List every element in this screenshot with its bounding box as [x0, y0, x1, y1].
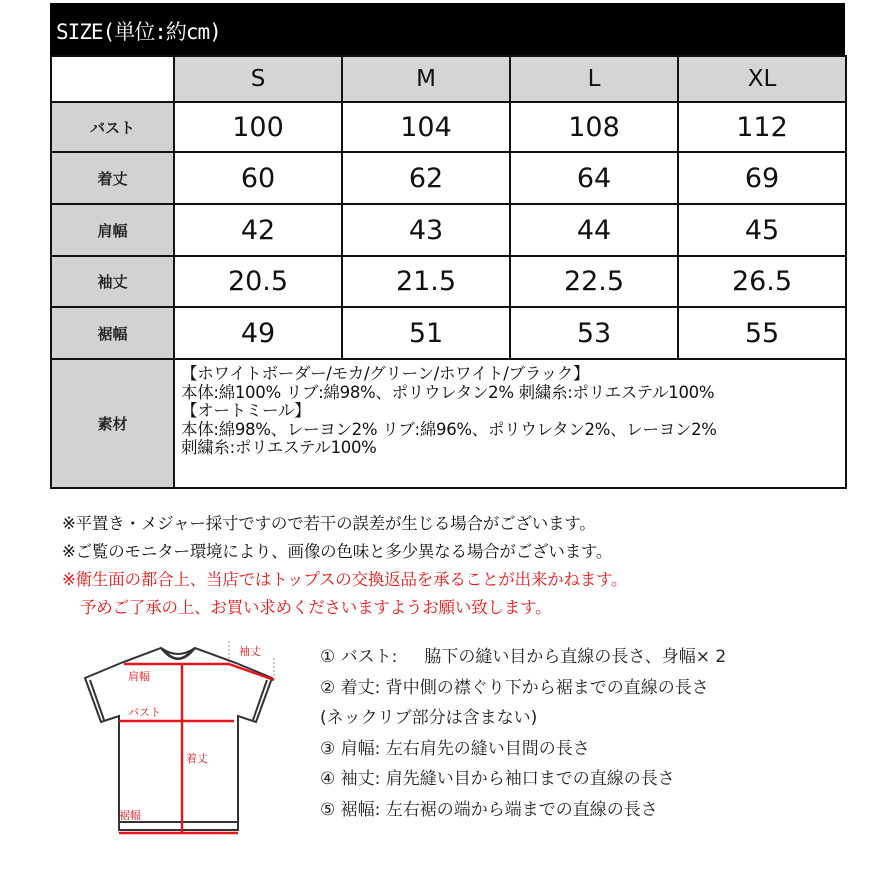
- size-table-title-bar: [50, 3, 845, 55]
- row-label: 着丈: [51, 152, 174, 204]
- tshirt-icon: [66, 636, 296, 836]
- row-label: 裾幅: [51, 307, 174, 359]
- table-cell: 21.5: [342, 256, 510, 307]
- table-cell: 44: [510, 204, 678, 256]
- size-table-title: SIZE(単位:約cm): [56, 20, 221, 44]
- notes: [62, 510, 627, 622]
- table-row-shoulder: [51, 204, 846, 256]
- size-col-s: S: [174, 56, 342, 102]
- table-cell: 53: [510, 307, 678, 359]
- diagram-label-hem: 裾幅: [119, 809, 141, 822]
- legend-desc: (ネックリブ部分は含まない): [320, 708, 538, 728]
- table-cell: 20.5: [174, 256, 342, 307]
- legend-number: ④: [320, 769, 336, 789]
- tshirt-measurement-diagram: [66, 636, 296, 836]
- table-row-length: [51, 152, 846, 204]
- diagram-label-sleeve: 袖丈: [239, 645, 261, 658]
- legend-term: 裾幅:: [340, 799, 381, 820]
- table-row-material: [51, 359, 846, 488]
- size-table: [50, 55, 847, 489]
- diagram-label-shoulder: 肩幅: [128, 670, 150, 683]
- table-cell: 60: [174, 152, 342, 204]
- table-row-sleeve: [51, 256, 846, 307]
- table-cell: 42: [174, 204, 342, 256]
- row-label: 肩幅: [51, 204, 174, 256]
- legend-desc: 左右肩先の縫い目間の長さ: [385, 738, 590, 759]
- measurement-legend: [320, 642, 726, 825]
- table-cell: 64: [510, 152, 678, 204]
- size-col-xl: XL: [678, 56, 846, 102]
- legend-desc: 背中側の襟ぐり下から裾までの直線の長さ: [385, 677, 709, 698]
- legend-number: ①: [320, 647, 336, 667]
- row-label: バスト: [51, 102, 174, 152]
- note-measurement: ※平置き・メジャー採寸ですので若干の誤差が生じる場合がございます。: [62, 514, 596, 533]
- table-cell: 62: [342, 152, 510, 204]
- size-header-row: [51, 56, 846, 102]
- table-cell: 112: [678, 102, 846, 152]
- legend-term: バスト:: [340, 647, 398, 667]
- legend-item-length-note: [320, 703, 726, 734]
- table-cell: 108: [510, 102, 678, 152]
- table-cell: 69: [678, 152, 846, 204]
- table-cell: 45: [678, 204, 846, 256]
- row-label: 袖丈: [51, 256, 174, 307]
- legend-number: ⑤: [320, 799, 336, 820]
- table-cell: 100: [174, 102, 342, 152]
- material-line: 刺繍糸:ポリエステル100%: [181, 438, 377, 458]
- material-line: 本体:綿98%、レーヨン2% リブ:綿96%、ポリウレタン2%、レーヨン2%: [181, 419, 717, 439]
- legend-item-bust: [320, 642, 726, 673]
- legend-term: 袖丈:: [340, 769, 381, 789]
- table-cell: 49: [174, 307, 342, 359]
- material-line: 【オートミール】: [181, 401, 311, 421]
- legend-item-length: [320, 673, 726, 704]
- note-monitor: ※ご覧のモニター環境により、画像の色味と多少異なる場合がございます。: [62, 542, 613, 561]
- size-col-m: M: [342, 56, 510, 102]
- table-cell: 26.5: [678, 256, 846, 307]
- table-cell: 43: [342, 204, 510, 256]
- legend-number: ③: [320, 738, 336, 759]
- material-description: [174, 359, 846, 488]
- table-cell: 51: [342, 307, 510, 359]
- header-blank-cell: [51, 56, 174, 102]
- note-no-returns: ※衛生面の都合上、当店ではトップスの交換返品を承ることが出来かねます。: [62, 570, 628, 589]
- legend-term: 着丈:: [340, 677, 381, 698]
- table-cell: 55: [678, 307, 846, 359]
- legend-item-shoulder: [320, 734, 726, 765]
- note-acknowledge: 予めご了承の上、お買い求めくださいますようお願い致します。: [80, 598, 552, 617]
- material-line: 【ホワイトボーダー/モカ/グリーン/ホワイト/ブラック】: [181, 364, 590, 383]
- legend-number: ②: [320, 677, 336, 698]
- legend-desc: 左右裾の端から端までの直線の長さ: [385, 799, 658, 820]
- table-row-bust: [51, 102, 846, 152]
- diagram-label-length: 着丈: [186, 752, 208, 765]
- table-row-hem: [51, 307, 846, 359]
- table-cell: 104: [342, 102, 510, 152]
- legend-item-hem: [320, 795, 726, 826]
- legend-item-sleeve: [320, 764, 726, 795]
- legend-desc: 肩先縫い目から袖口までの直線の長さ: [385, 769, 675, 789]
- table-cell: 22.5: [510, 256, 678, 307]
- material-line: 本体:綿100% リブ:綿98%、ポリウレタン2% 刺繍糸:ポリエステル100%: [181, 382, 715, 402]
- size-col-l: L: [510, 56, 678, 102]
- legend-term: 肩幅:: [340, 738, 381, 759]
- row-label: 素材: [51, 359, 174, 488]
- diagram-label-bust: バスト: [128, 706, 161, 719]
- legend-desc: 脇下の縫い目から直線の長さ、身幅× 2: [424, 647, 727, 667]
